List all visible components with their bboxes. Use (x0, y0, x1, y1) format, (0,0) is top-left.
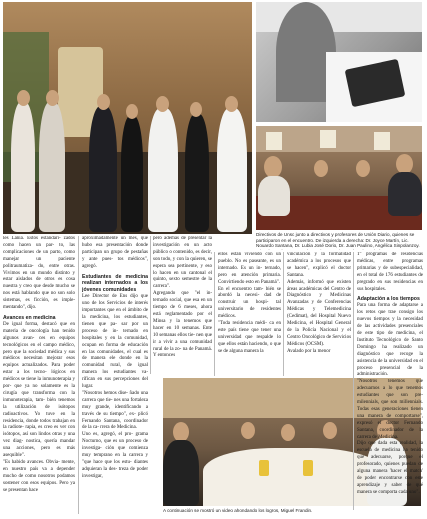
subheading: Estudiantes de medicina realizan internados a los jóvenes comunidades (82, 273, 148, 294)
speaker-photo (256, 2, 422, 122)
article-column-5 (287, 252, 351, 376)
subheading: Adaptación a los tiempos (357, 296, 420, 303)
paragraph: Dijo que dada esta realidad, la escuela de medicina ha tenido que adecuarse, porque el profesorado, quienes puedan de alguna manera 'hacer el match' de poder encontrarse con este aprendizaje y saber de qué manera se comporta cada uno". (357, 441, 423, 495)
paragraph: pero además de presentar la investigación en un acto público o contenido, es decir, son todo, y con la quieren, se espera sea pertinente, y eso lo hacen en un cantonal el quinto, sexto semestre de la carrera". (153, 236, 212, 290)
paragraph: "Toda residencia médi- ca en este país tiene que tener una universidad que respalde lo que ellos están haciendo, o que se de alguna manera la (218, 321, 281, 354)
meeting-photo (256, 126, 422, 230)
paragraph: "Nosotros tenemos que adecuarnos a lo que tenemos estudiantes que son pre-milennials, que son millennials. Todas esas generaciones tienen una manera de comportarse", expresó el doctor Fernando Santana, coordinador de la carrera de Medicina. (357, 379, 423, 440)
paragraph: De igual forma, destacó que en materia de oncología han tenido algunos avan- ces en equipos tecnológicos en el campo médico, pero que la sociedad médica y sus médicos necesitan mejorar esos equipos actualizados. Para poder estar a los tecno- lógicos en médicos se tiene la inmunoterapia y por- que ya no solamente es la cirugía que transforma con la inmunoterapia, tam- bién tenemos la utilización de isótopos radioactivos. Yo tuve en la residencia, donde todos trabajan en la radiote- rapia, es creo es ver con isótopos, así son lindos otras y una vez diag- nostica, quería mandar una acciones, pero es más asequible". (3, 321, 75, 459)
paragraph: aproximadamente un mes, que hubo esa presentación donde participan un grupo de pestañas y ante pues- tos médicos", agregó. (82, 236, 148, 269)
group-photo (3, 2, 252, 234)
paragraph: les Lanía. Estos estandari- zados como hacen un par- to, las complicaciones de un parto, como manejar un paciente politraumatiza- do, entre otras. Vivimos en un mundo distinto y estar aislados de otros es cosa nuestra y creo que desde mucho se nos está hablando que no son solo sistemas, es ficción, es imple- mentando", dijo. (3, 236, 75, 311)
paragraph: Para una forma de adaptarse a los retos que trae consigo los nuevos tiempos y la necesidad de las actividades presenciales de este tipo de medicina, el Instituto Tecnológico de Santo Domingo ha realizado un diagnóstico que recoge la asistencia de la universidad en el proceso presencial de la administración. (357, 303, 423, 378)
top-photo-caption: Directivos de Unsc junto a directivos y profesores de Unión Diario, quienes se participaron en el encuentro. De izquierda a derecha: Dr. Joyce Martín, Lic. Nouardo Santana, Dr. Lubia José Dorio, Dr. Juan Paulino, Angélica Sinpolanzoy. (256, 232, 420, 249)
subheading: Avances en medicina (3, 314, 56, 321)
paragraph: vinculación y la formalidad académica a los procesos que se hacen", explicó el doctor Santana. (287, 252, 351, 278)
article-column-2 (82, 236, 148, 516)
paragraph: 1° programas de residencias médicas, entre programas primarias y de subespecialidad, en el total de 176 estudiantes de pregrado en sus residencias en sus hospitales. (357, 252, 423, 292)
paragraph: "Nosotros hemos dise- ñado una carrera que tie- nes una fortaleza muy grande, identificando a través de su tiempo", ex- plicó Fernando Santana, coordinador de la ca- rrera de Medicina. (82, 390, 148, 431)
article-column-6 (357, 252, 423, 514)
article-column-3 (153, 236, 212, 374)
bottom-photo-caption: A continuación se mostró un video ahondando los logros, Miguel Frandin. (163, 508, 313, 513)
paragraph: "Es habido avances. Obvia- mente, en nuestro país va a depender mucho de como nosotros podamos sostener con esos equipos. Pero ya se presentan hace (3, 460, 75, 493)
paragraph: Avalado por la menor (287, 348, 331, 354)
paragraph: Además, informó que existen áreas académicas del Centro de Diagnóstico y Medicinas Avanzadas y de Conferencias Médicas y Telemedicina (Cedimat), del Hospital Nuevo Medicina, el Hospital General de la Policía Nacional y el Centro Oncológico de Servicios Médicos (OCSM). (287, 279, 351, 347)
paragraph: Lee Director de Ens dijo que uno de los Servicios de interés importantes que en el ámbito de la medicina, los estudiantes, tienen que pa- sar por un proceso de in- ternado en hospitales y en la comunidad, ocupan en forma de educación en las comunidades, el cual es de manera ele donde en la comunidad rural, de igual manera los estudiantes va- rifican en sus percepciones del lugar. (82, 294, 148, 390)
paragraph: Agregando que "el in- ternado social, que esa en un tiempo de 6 meses, ahora está reglamentado por el Minsa y la tenemos que hacer en 10 semanas. Ente 10 semanas ellos tie- nen que ir a vivir a una comunidad rural de la zo- na de Panamá. Y entonces (153, 291, 212, 359)
article-column-4 (218, 252, 281, 376)
paragraph: Uno es, agregó, el pro- grama Nocturno, que es un proceso de investiga- ción que comienza muy temprano en la carrera y "que hace que los estu- diantes adquieran la des- treza de poder investigar, (82, 432, 148, 479)
paragraph: En el encuentro tam- bién se abordó la necesi- dad de construir un hospi- tal universitario de residentes médicos. (218, 286, 281, 320)
article-column-1 (3, 236, 75, 516)
paragraph: ellos están viviendo con un pueblo. No es paseante, es un internado. Es un in- ternado, pero en atención primaria. Convirtiendo esto en Panamá". (218, 252, 281, 285)
